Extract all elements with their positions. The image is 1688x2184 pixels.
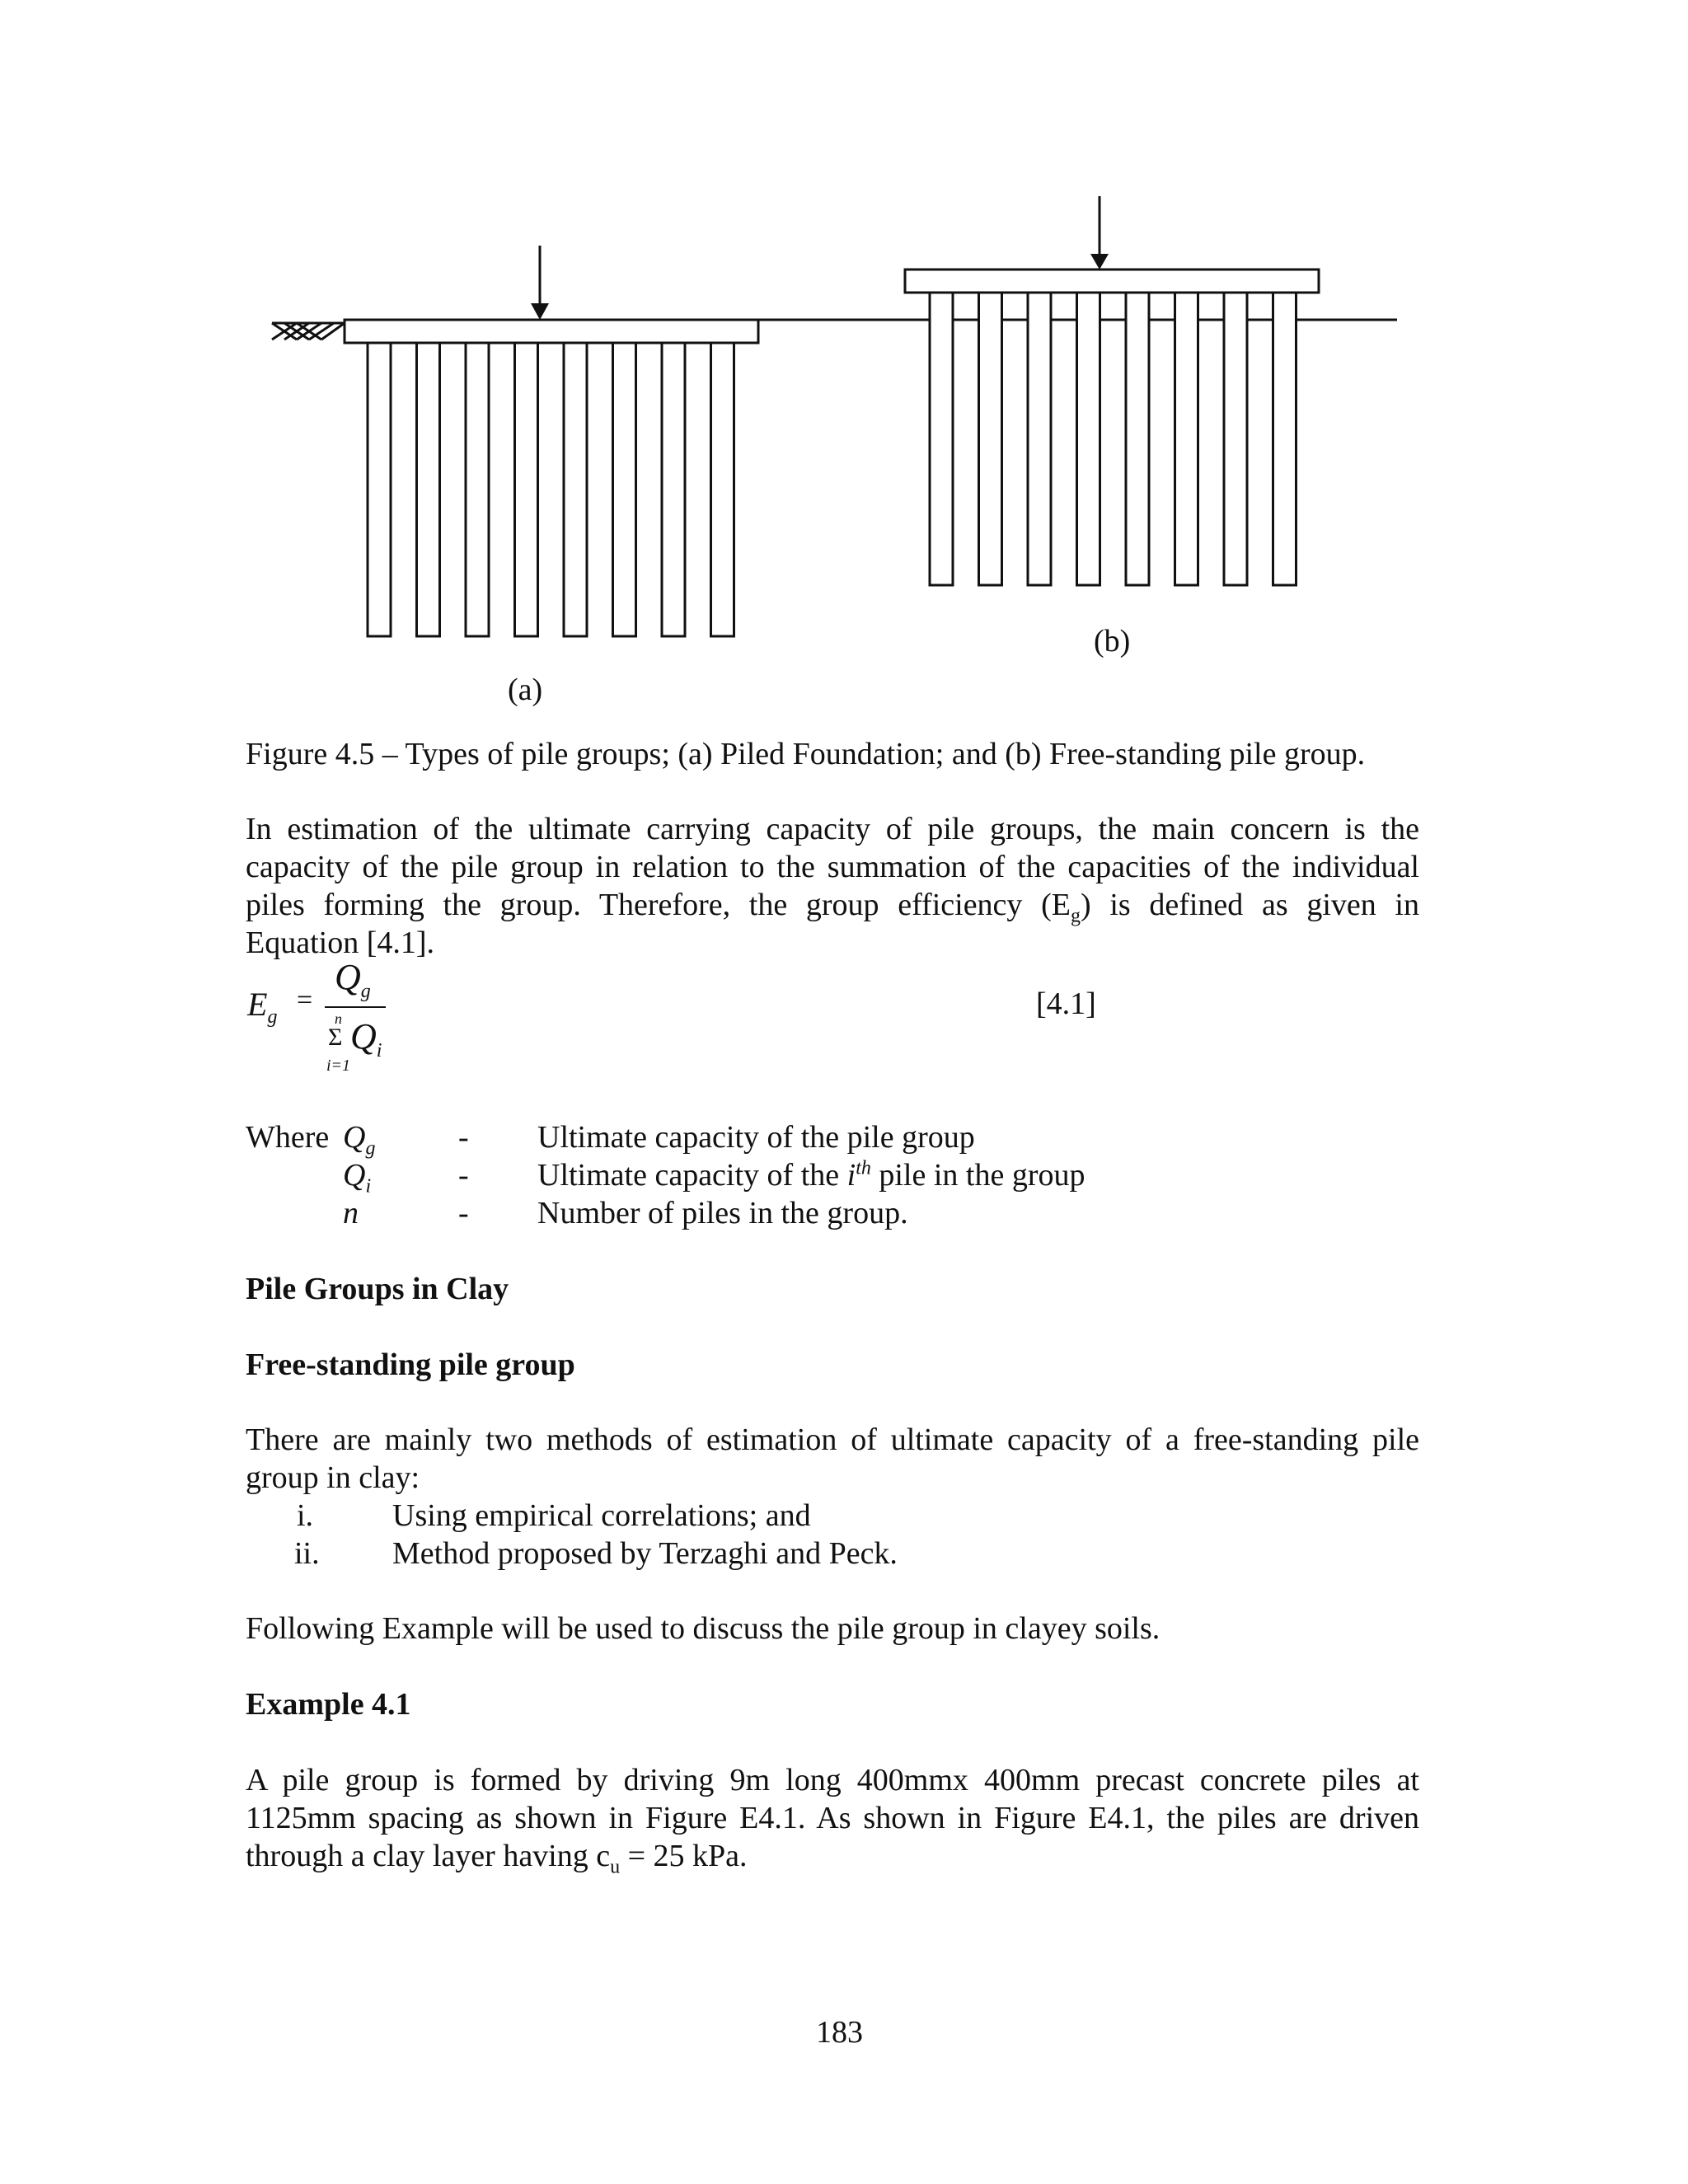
intro-line: In estimation of the ultimate carrying capacity of pile groups, the main concern is the [246, 812, 1419, 846]
pile-b [1224, 293, 1247, 585]
pile-b [1077, 293, 1100, 585]
figure-caption: Figure 4.5 – Types of pile groups; (a) Piled Foundation; and (b) Free-standing pile group. [246, 737, 1366, 771]
example-line: through a clay layer having $c_u = 25$ kPa. [246, 1839, 748, 1878]
methods-paragraph [246, 1421, 1419, 1497]
methods-line: group in clay: [246, 1460, 420, 1495]
heading-example-4-1: Example 4.1 [246, 1687, 411, 1722]
where-dash: - [458, 1158, 469, 1193]
list-item-text: Using empirical correlations; and [392, 1498, 811, 1533]
intro-paragraph [246, 810, 1419, 962]
pile-a [466, 343, 489, 636]
heading-free-standing-pile-group: Free-standing pile group [246, 1347, 575, 1382]
where-dash: - [458, 1196, 469, 1230]
eq-fraction-bar [325, 1006, 386, 1008]
pile-a [711, 343, 734, 636]
pile-b [1175, 293, 1198, 585]
intro-line: piles forming the group. Therefore, the group efficiency $(E_g)$ is defined as given in [246, 888, 1419, 927]
list-item-number: ii. [294, 1536, 320, 1571]
where-dash: - [458, 1120, 469, 1155]
pile-cap-b [905, 269, 1319, 293]
eq-sigma-bottom: i=1 [326, 1057, 351, 1075]
eq-denominator: $Q_i$ [350, 1016, 382, 1062]
example-line: A pile group is formed by driving 9m long 400mmx 400mm precast concrete piles at [246, 1763, 1419, 1797]
pile-b [1028, 293, 1051, 585]
heading-pile-groups-in-clay: Pile Groups in Clay [246, 1272, 509, 1306]
where-symbol-n: n [343, 1196, 359, 1230]
list-item-text: Method proposed by Terzaghi and Peck. [392, 1536, 898, 1571]
example-paragraph [246, 1761, 1419, 1878]
eq-lhs: $E_g$ [247, 986, 278, 1028]
figure-label-b: (b) [1094, 624, 1131, 658]
equation-number: [4.1] [1036, 987, 1096, 1021]
example-line: 1125mm spacing as shown in Figure E4.1. As shown in Figure E4.1, the piles are driven [246, 1801, 1419, 1835]
where-desc-n: Number of piles in the group. [537, 1196, 908, 1230]
following-sentence: Following Example will be used to discuss the pile group in clayey soils. [246, 1611, 1160, 1646]
pile-a [515, 343, 538, 636]
ground-hatch-symbol [272, 323, 345, 340]
where-symbol-qi: $Q_i$ [343, 1158, 372, 1197]
where-label: Where [246, 1120, 330, 1155]
pile-a [564, 343, 587, 636]
eq-sigma: Σ [328, 1024, 343, 1051]
methods-line: There are mainly two methods of estimation of ultimate capacity of a free-standing pile [246, 1422, 1419, 1457]
eq-equals: = [297, 985, 313, 1015]
where-desc-qi: Ultimate capacity of the $i^{th}$ pile in the group [537, 1157, 1085, 1193]
pile-a [662, 343, 685, 636]
eq-sigma-top: n [335, 1010, 342, 1027]
list-item-number: i. [297, 1498, 314, 1533]
pile-b [1273, 293, 1296, 585]
pile-groups-figure [0, 0, 1688, 742]
pile-a [368, 343, 391, 636]
eq-numerator: $Q_g$ [335, 957, 371, 1002]
pile-b [1126, 293, 1149, 585]
pile-a [613, 343, 636, 636]
pile-b [979, 293, 1002, 585]
pile-a [417, 343, 440, 636]
intro-line: capacity of the pile group in relation to the summation of the capacities of the individual [246, 850, 1419, 884]
intro-line: Equation [4.1]. [246, 926, 435, 960]
where-symbol-qg: $Q_g$ [343, 1120, 376, 1160]
where-desc-qg: Ultimate capacity of the pile group [537, 1120, 975, 1155]
figure-label-a: (a) [508, 673, 543, 707]
pile-cap-a [345, 320, 758, 343]
page-number: 183 [816, 2015, 863, 2050]
pile-b [930, 293, 953, 585]
